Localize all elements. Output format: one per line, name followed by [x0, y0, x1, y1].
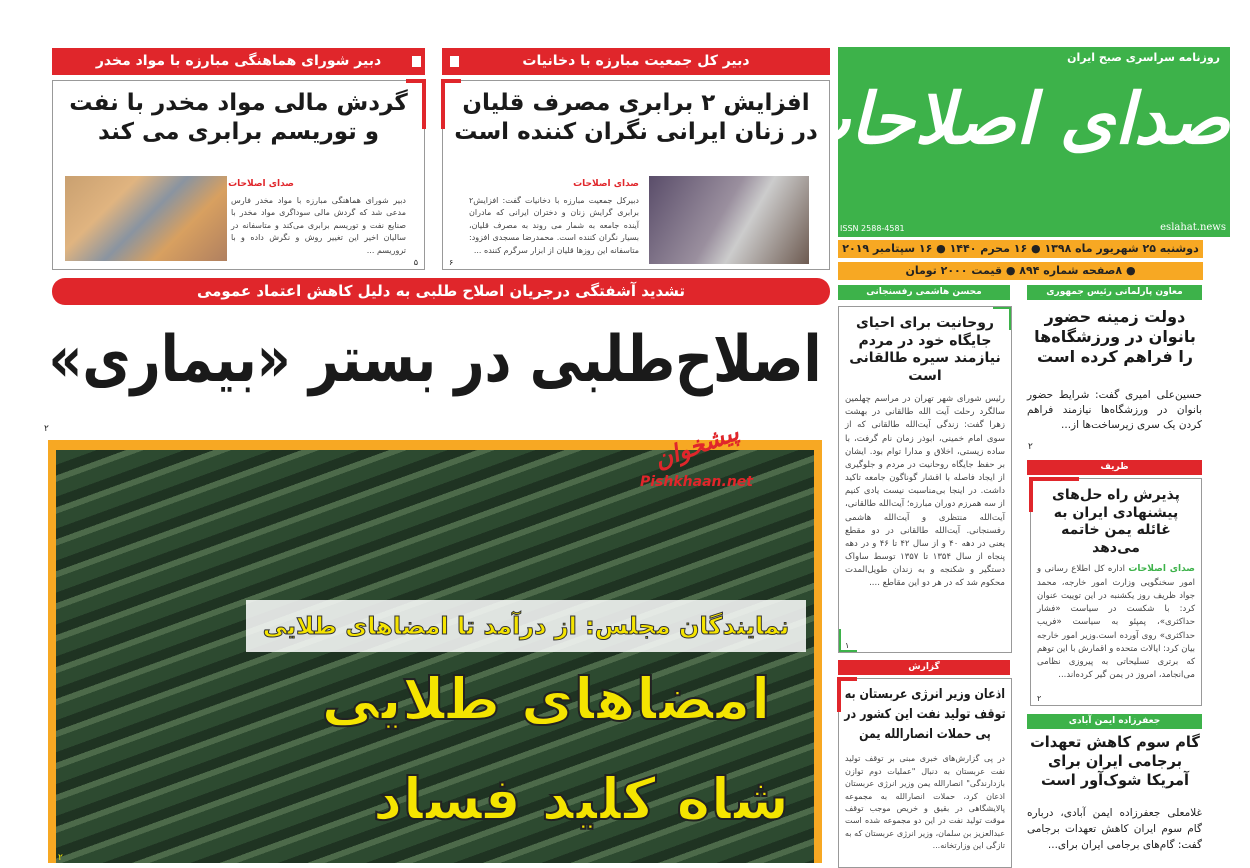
photo-kicker: [246, 600, 806, 652]
headline[interactable]: دولت زمینه حضور بانوان در ورزشگاه‌ها را فراهم کرده است: [1034, 307, 1196, 366]
story-kicker: [442, 48, 830, 75]
body-text: اداره کل اطلاع رسانی و امور سخنگویی وزارت امور خارجه، محمد جواد ظریف روز یکشنبه در این توییت عنوان کرد: با شکست در سیاست «فشار حداکثری»، پمپئو به سیاست «فریب حداکثری» روی آورده است.وزیر امور خارجه بیان کرد: ایالات متحده و اقمارش با این توهم که برتری تسلیحاتی به پیروزی نظامی می‌انجامد، امروز در یمن گیر کرده‌اند...: [1036, 564, 1195, 681]
drugs-photo: [65, 176, 227, 261]
banner[interactable]: تشدید آشفتگی درجریان اصلاح طلبی به دلیل کاهش اعتماد عمومی: [52, 278, 830, 305]
article-body: رئیس شورای شهر تهران در مراسم چهلمین سالگرد رحلت آیت الله طالقانی در بهشت زهرا گفت: زندگی آیت‌الله طالقانی که از سوی امام خمینی، ابوذر زمان نام گرفت، با ساده زیستی، اخلاق و مدارا توام بود. ایشان بر حفظ جایگاه روحانیت در مردم و جلوگیری از ایجاد فاصله با اقشار گوناگون جامعه تاکید داشت. در اینجا بی‌مناسبت نیست یادی کنیم از سه همرزم دوران مبارزه؛ آیت‌الله طالقانی، آیت‌الله منتظری و آیت‌الله هاشمی رفسنجانی. آیت‌الله طالقانی در دو مقطع یعنی در دهه ۴۰ و از سال ۴۲ تا ۴۶ و در دهه پنجاه از سال ۱۳۵۴ تا ۱۳۵۷ توسط ساواک دستگیر و شکنجه و به زندان طویل‌المدت محکوم شد که در هر دو این مقاطع ....: [845, 394, 1006, 589]
story-kicker: [52, 48, 425, 75]
photo-title-1: امضاهای طلایی: [321, 665, 771, 733]
square-bullet-icon: [450, 56, 459, 67]
issn: ISSN 2588-4581: [840, 224, 905, 233]
masthead: [784, 47, 1230, 237]
article-box: [442, 80, 830, 270]
headline[interactable]: روحانیت برای احیای جایگاه خود در مردم نیازمند سیره طالقانی است: [849, 315, 1001, 384]
kicker-text: دبیر کل جمعیت مبارزه با دخانیات: [522, 53, 750, 69]
page-number: ۲: [44, 424, 49, 434]
article-body: [1037, 563, 1195, 682]
article-body: دبیر شورای هماهنگی مبارزه با مواد مخدر فارس مدعی شد که گردش مالی سوداگری مواد مخدر با صنایع نفت و توریسم برابری می‌کند و متاسفانه در سالیان اخیر این تغییر روش و نگرش داده و با تروریسم ...: [231, 196, 406, 255]
hookah-photo: [649, 176, 809, 264]
source: صدای اصلاحات: [573, 179, 639, 189]
square-bullet-icon: [412, 56, 421, 67]
main-headline[interactable]: اصلاح‌طلبی در بستر «بیماری»: [48, 323, 822, 397]
photo-kicker-text: نمایندگان مجلس: از درآمد تا امضاهای طلایی: [262, 612, 790, 640]
page-number: ۲: [58, 853, 63, 863]
date-line: دوشنبه ۲۵ شهریور ماه ۱۳۹۸ ● ۱۶ محرم ۱۴۴۰ ● ۱۶ سپتامبر ۲۰۱۹: [838, 240, 1203, 258]
source: صدای اصلاحات: [228, 179, 294, 189]
summary: حسین‌علی امیری گفت: شرایط حضور بانوان در ورزشگاه‌ها نیازمند فراهم کردن یک سری زیرساخت‌ها از...: [1027, 389, 1202, 432]
summary: غلامعلی جعفرزاده ایمن آبادی، درباره گام سوم ایران کاهش تعهدات برجامی گفت: گام‌های برجامی ایران برای...: [1027, 807, 1202, 851]
headline[interactable]: افزایش ۲ برابری مصرف قلیان در زنان ایرانی نگران کننده است: [454, 90, 818, 145]
page-number: ۲: [1037, 694, 1042, 703]
page-number: ۵: [413, 258, 418, 267]
headline[interactable]: اذعان وزیر انرژی عربستان به توقف تولید نفت این کشور در پی حملات انصارالله یمن: [844, 687, 1006, 743]
headline[interactable]: گام سوم کاهش تعهدات برجامی ایران برای آمریکا شوک‌آور است: [1030, 733, 1200, 789]
article-box: [1030, 478, 1202, 706]
section-label: ظریف: [1027, 460, 1202, 475]
watermark-text: پیشخوان: [650, 417, 743, 475]
section-label: محسن هاشمی رفسنجانی: [838, 285, 1010, 300]
kicker-text: دبیر شورای هماهنگی مبارزه با مواد مخدر: [95, 53, 382, 69]
article-body: در پی گزارش‌های خبری مبنی بر توقف تولید نفت عربستان به دنبال "عملیات دوم توازن بازدارندگی" انصارالله یمن وزیر انرژی عربستان اذعان کرد، حملات انصارالله به مجموعه پالایشگاهی در بقیق و خریص موجب توقف موقت تولید نفت در این دو مجموعه شده است عبدالعزیز بن سلمان، وزیر انرژی عربستان که به تازگی این وزارتخانه...: [845, 754, 1005, 851]
page-number: ۱: [845, 641, 850, 650]
article-box: [52, 80, 425, 270]
parliament-photo: [56, 450, 814, 863]
website[interactable]: eslahat.news: [1160, 222, 1226, 233]
issue-info: ● ۸صفحه شماره ۸۹۴ ● قیمت ۲۰۰۰ تومان: [838, 262, 1203, 280]
watermark: [640, 417, 753, 490]
photo-title-2: شاه کلید فساد: [372, 765, 790, 833]
source: صدای اصلاحات: [1128, 564, 1195, 574]
page-number: ۶: [449, 258, 454, 267]
section-label: معاون پارلمانی رئیس جمهوری: [1027, 285, 1202, 300]
watermark-url: Pishkhaan.net: [640, 474, 753, 490]
headline[interactable]: پذیرش راه حل‌های پیشنهادی ایران به غائله یمن خاتمه می‌دهد: [1052, 487, 1180, 556]
page-number: ۲: [1028, 442, 1033, 452]
headline[interactable]: گردش مالی مواد مخدر با نفت و توریسم برابری می کند: [69, 90, 408, 145]
newspaper-logo: صدای اصلاحات: [784, 77, 1230, 160]
main-photo-frame: [48, 440, 822, 863]
section-label: گزارش: [838, 660, 1010, 675]
article-body: دبیرکل جمعیت مبارزه با دخانیات گفت: افزایش۲ برابری گرایش زنان و دختران ایرانی که مادران آینده جامعه به شمار می روند به مصرف قلیان، بسیار نگران کننده است. محمدرضا مسجدی افزود: متاسفانه این روزها قلیان از ابزار سرگرم کننده ...: [469, 196, 639, 255]
article-box: [838, 306, 1012, 653]
article-box: [838, 678, 1012, 868]
tagline: روزنامه سراسری صبح ایران: [1067, 51, 1220, 64]
section-label: جعفرزاده ایمن آبادی: [1027, 714, 1202, 729]
